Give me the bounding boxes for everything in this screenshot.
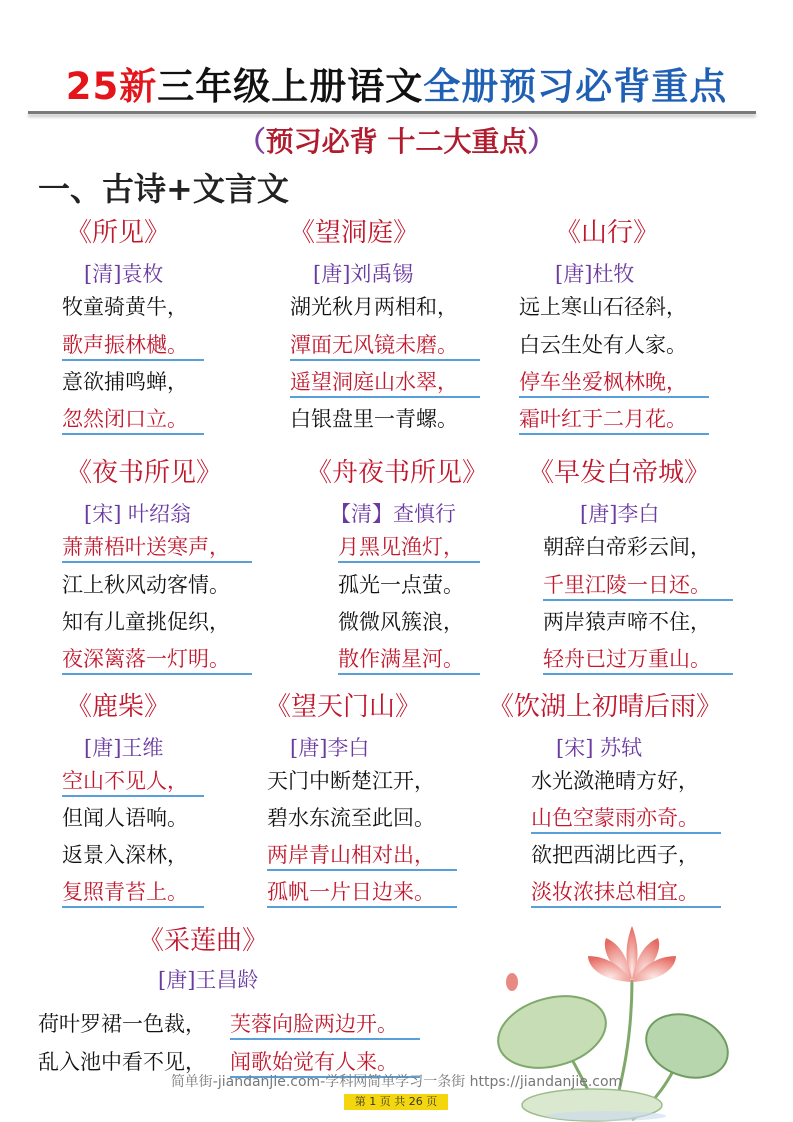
- poem-line-highlight: 千里江陵一日还。: [543, 575, 733, 601]
- poem-author: 【清】查慎行: [330, 502, 456, 526]
- poem-title: 《舟夜书所见》: [306, 458, 489, 488]
- poem-line-highlight: 散作满星河。: [338, 649, 480, 675]
- poem-line: 远上寒山石径斜，: [519, 295, 687, 319]
- poem-line: 湖光秋月两相和，: [290, 295, 458, 319]
- poem-author: [唐]李白: [290, 736, 370, 760]
- title-year: 25新: [65, 65, 158, 108]
- poem-author: [唐]李白: [580, 502, 660, 526]
- poem-line: 白云生处有人家。: [519, 333, 687, 357]
- poem-line: 微微风簇浪，: [338, 610, 464, 634]
- watermark-text: 简单街-jiandanjie.com-学科网简单学习一条街 https://jiandanjie.com: [170, 1074, 623, 1090]
- subtitle-close-paren: ）: [527, 125, 556, 158]
- poem-line: 碧水东流至此回。: [267, 806, 435, 830]
- poem-line: 牧童骑黄牛，: [62, 295, 188, 319]
- poem-line-highlight: 复照青苔上。: [62, 882, 204, 908]
- poem-line-highlight: 忽然闭口立。: [62, 409, 204, 435]
- poem-title: 《饮湖上初晴后雨》: [488, 692, 723, 722]
- poem-title: 《望天门山》: [265, 692, 422, 722]
- poem-line: 荷叶罗裙一色裁，: [38, 1012, 206, 1036]
- poem-line: 返景入深林，: [62, 843, 188, 867]
- subtitle-text: 预习必背 十二大重点: [265, 125, 528, 158]
- poem-line-highlight: 潭面无风镜未磨。: [290, 335, 480, 361]
- poem-title: 《鹿柴》: [66, 692, 171, 722]
- poem-line: 知有儿童挑促织，: [62, 610, 230, 634]
- poem-line-highlight: 萧萧梧叶送寒声，: [62, 537, 252, 563]
- poem-line: 欲把西湖比西子，: [531, 843, 699, 867]
- poem-line-highlight: 停车坐爱枫林晚，: [519, 372, 709, 398]
- poem-line-highlight: 夜深篱落一灯明。: [62, 649, 252, 675]
- section-heading: 一、古诗+文言文: [38, 170, 289, 208]
- poem-author: [清]袁枚: [84, 262, 164, 286]
- poem-author: [唐]王昌龄: [158, 968, 259, 992]
- poem-author: [唐]刘禹锡: [313, 262, 414, 286]
- poem-line: 白银盘里一青螺。: [290, 407, 458, 431]
- poem-line-highlight: 闻歌始觉有人来。: [230, 1052, 420, 1078]
- poem-line: 朝辞白帝彩云间，: [543, 535, 711, 559]
- page-subtitle: [0, 120, 793, 160]
- poem-line-highlight: 霜叶红于二月花。: [519, 409, 709, 435]
- subtitle-open-paren: （: [237, 125, 266, 158]
- poem-author: [宋] 叶绍翁: [84, 502, 192, 526]
- poem-line: 水光潋滟晴方好，: [531, 769, 699, 793]
- poem-author: [唐]杜牧: [555, 262, 635, 286]
- page-title: [0, 56, 793, 110]
- poem-title: 《望洞庭》: [289, 218, 420, 248]
- poem-line-highlight: 轻舟已过万重山。: [543, 649, 733, 675]
- poem-line-highlight: 空山不见人，: [62, 771, 204, 797]
- poem-line: 天门中断楚江开，: [267, 769, 435, 793]
- poem-author: [唐]王维: [84, 736, 164, 760]
- title-divider: [28, 111, 756, 114]
- poem-line-highlight: 山色空蒙雨亦奇。: [531, 808, 721, 834]
- poem-line: 意欲捕鸣蝉，: [62, 370, 188, 394]
- poem-line-highlight: 两岸青山相对出，: [267, 845, 457, 871]
- poem-line-highlight: 歌声振林樾。: [62, 335, 204, 361]
- poem-title: 《所见》: [66, 218, 171, 248]
- poem-author: [宋] 苏轼: [556, 736, 643, 760]
- poem-title: 《采莲曲》: [138, 926, 269, 956]
- title-focus: 全册预习必背重点: [423, 65, 728, 108]
- poem-line-highlight: 芙蓉向脸两边开。: [230, 1014, 420, 1040]
- poem-line: 乱入池中看不见，: [38, 1050, 206, 1074]
- poem-line: 两岸猿声啼不住，: [543, 610, 711, 634]
- poem-line-highlight: 遥望洞庭山水翠，: [290, 372, 480, 398]
- poem-title: 《早发白帝城》: [528, 458, 711, 488]
- poem-line: 但闻人语响。: [62, 806, 188, 830]
- poem-title: 《山行》: [555, 218, 660, 248]
- poem-line-highlight: 孤帆一片日边来。: [267, 882, 457, 908]
- poem-title: 《夜书所见》: [66, 458, 223, 488]
- poem-line-highlight: 月黑见渔灯，: [338, 537, 480, 563]
- poem-line-highlight: 淡妆浓抹总相宜。: [531, 882, 721, 908]
- poem-line: 江上秋风动客情。: [62, 573, 230, 597]
- page-number: 第 1 页 共 26 页: [344, 1094, 448, 1110]
- title-grade: 三年级上册语文: [157, 65, 424, 108]
- lotus-illustration: [482, 920, 730, 1122]
- poem-line: 孤光一点萤。: [338, 573, 464, 597]
